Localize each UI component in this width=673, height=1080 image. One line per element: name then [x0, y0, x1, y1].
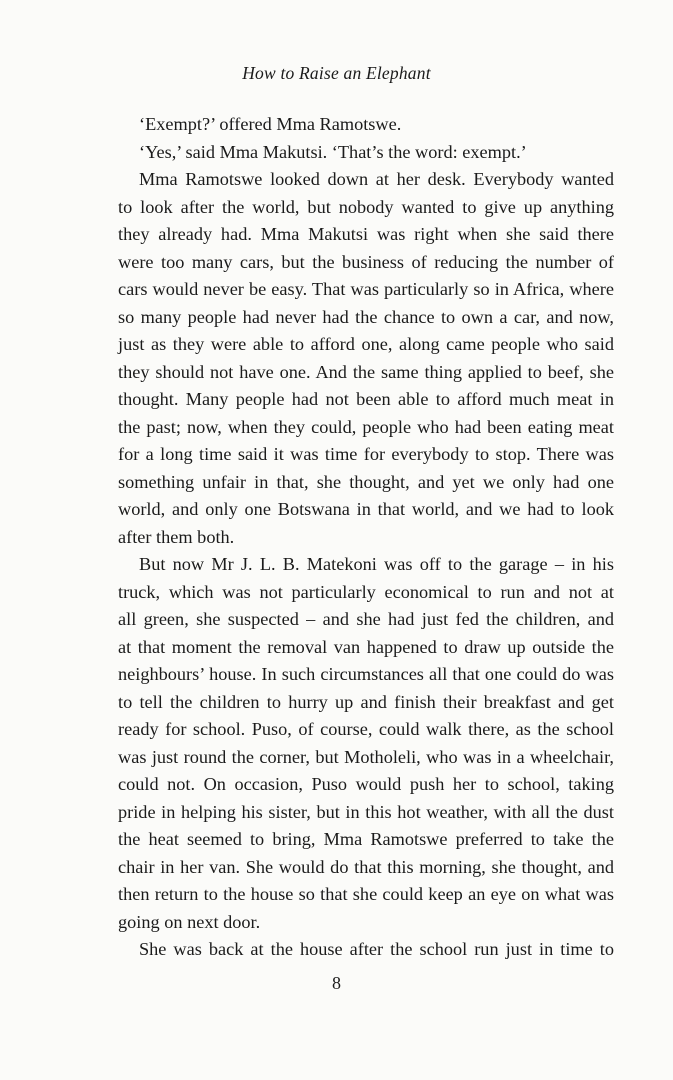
text-line: pride in helping his sister, but in this hot weather, with all the dust [118, 801, 614, 822]
text-line: chair in her van. She would do that this morning, she thought, and [118, 856, 614, 877]
text-line: to tell the children to hurry up and finish their breakfast and get [118, 691, 614, 712]
text-line: the heat seemed to bring, Mma Ramotswe preferred to take the [118, 829, 614, 849]
text-line: after them both. [118, 526, 235, 547]
text-line: all green, she suspected – and she had just fed the children, and [118, 609, 614, 629]
text-line: But now Mr J. L. B. Matekoni was off to the garage – in his [139, 554, 614, 574]
text-line: neighbours’ house. In such circumstances all that one could do was [118, 664, 614, 684]
running-head: How to Raise an Elephant [242, 63, 431, 83]
text-line: they should not have one. And the same thing applied to beef, she [118, 361, 614, 382]
text-line: at that moment the removal van happened to draw up outside the [118, 636, 614, 657]
text-line: to look after the world, but nobody wanted to give up anything [118, 196, 614, 217]
text-line: were too many cars, but the business of reducing the number of [118, 251, 614, 272]
text-line: ready for school. Puso, of course, could walk there, as the school [118, 719, 614, 739]
text-line: She was back at the house after the school run just in time to [139, 939, 614, 959]
text-line: world, and only one Botswana in that world, and we had to look [118, 499, 614, 519]
text-line: could not. On occasion, Puso would push her to school, taking [118, 774, 614, 794]
page-number: 8 [332, 973, 341, 993]
text-line: so many people had never had the chance to own a car, and now, [118, 306, 614, 327]
body-text [118, 111, 614, 964]
text-line: cars would never be easy. That was particularly so in Africa, where [118, 279, 614, 299]
text-line: thought. Many people had not been able to afford much meat in [118, 389, 614, 409]
text-line: truck, which was not particularly economical to run and not at [118, 581, 614, 602]
text-line: the past; now, when they could, people who had been eating meat [118, 416, 614, 437]
text-line: something unfair in that, she thought, and yet we only had one [118, 471, 614, 492]
text-line: for a long time said it was time for everybody to stop. There was [118, 444, 614, 464]
text-line: just as they were able to afford one, along came people who said [118, 334, 614, 354]
text-line: they already had. Mma Makutsi was right when she said there [118, 224, 614, 244]
text-line: ‘Yes,’ said Mma Makutsi. ‘That’s the word: exempt.’ [139, 141, 527, 162]
text-line: then return to the house so that she could keep an eye on what was [118, 884, 614, 904]
text-line: going on next door. [118, 911, 261, 932]
text-line: ‘Exempt?’ offered Mma Ramotswe. [139, 114, 402, 134]
text-line: was just round the corner, but Motholeli, who was in a wheelchair, [118, 746, 614, 767]
text-line: Mma Ramotswe looked down at her desk. Everybody wanted [139, 169, 614, 189]
